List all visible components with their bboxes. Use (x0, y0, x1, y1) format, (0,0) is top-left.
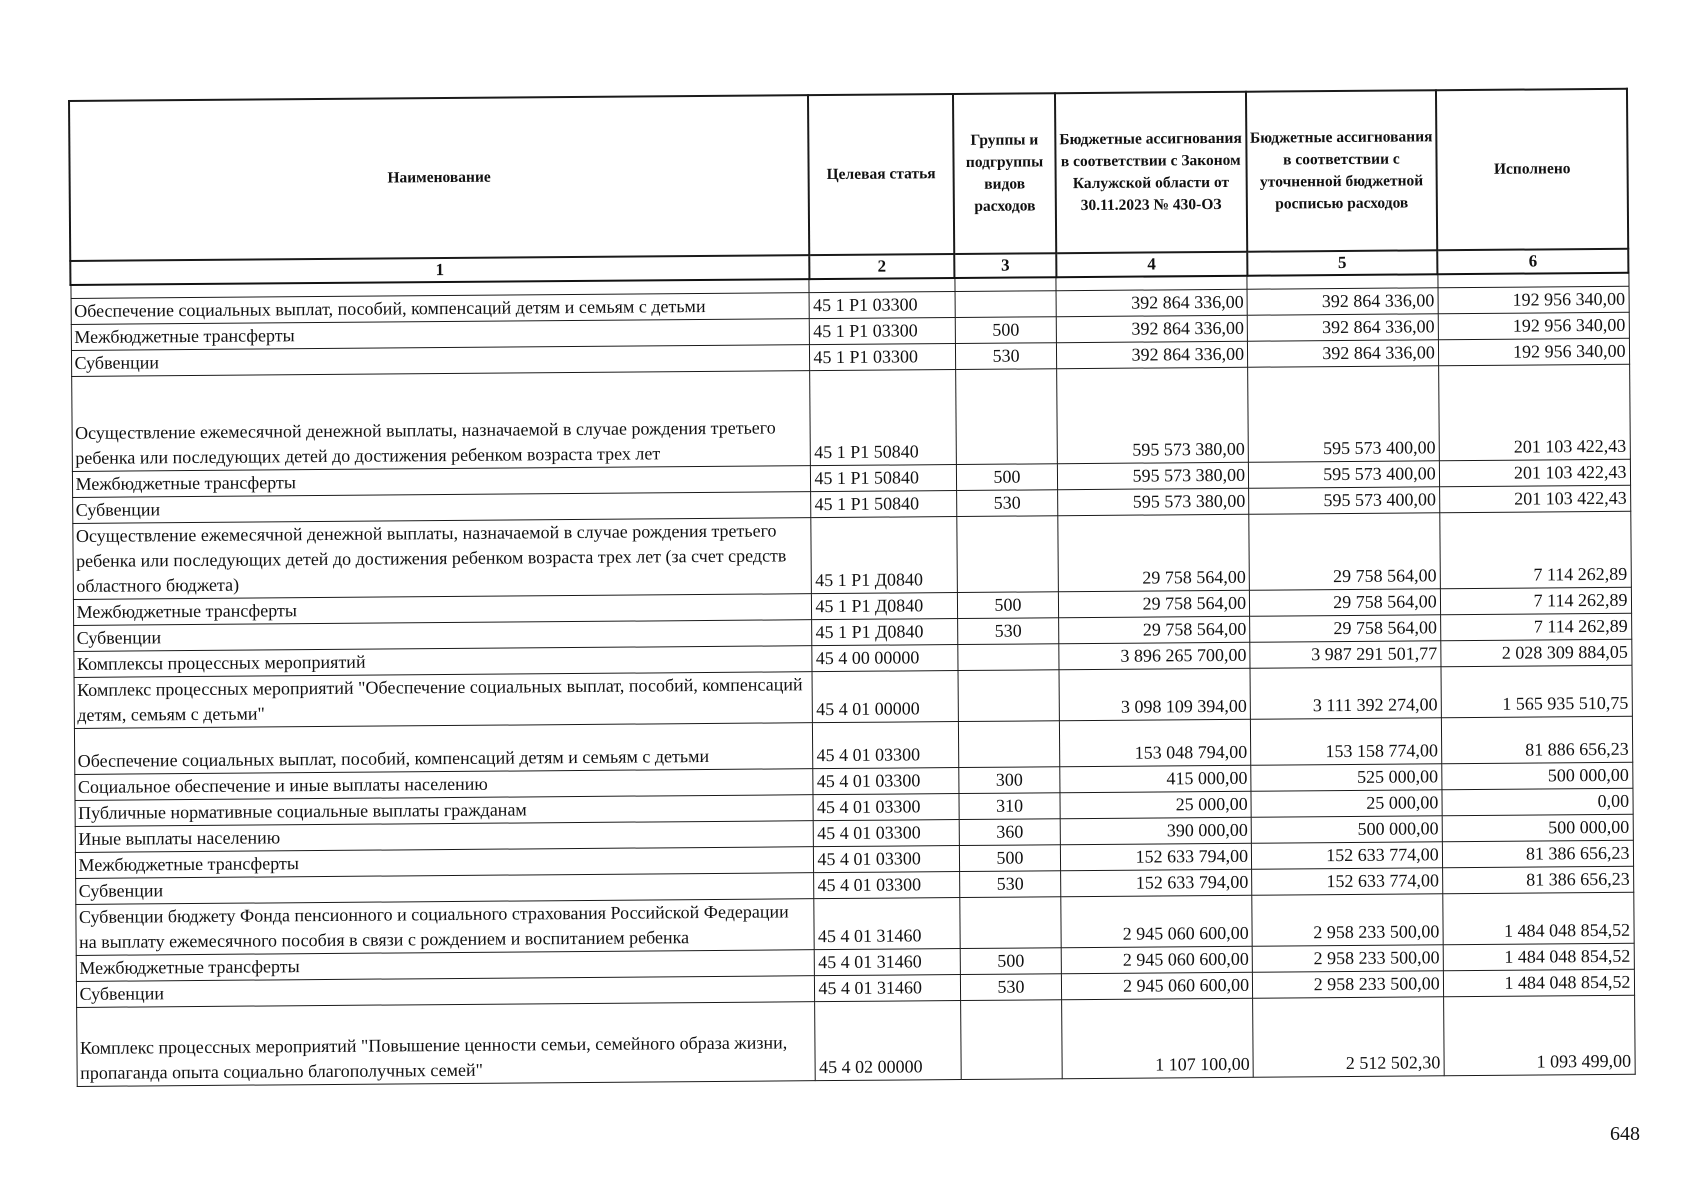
row-name: Субвенции (75, 873, 814, 905)
row-expense-group: 300 (958, 767, 1060, 794)
row-law-allocation: 3 896 265 700,00 (1059, 642, 1250, 669)
row-target-article: 45 1 P1 03300 (809, 292, 954, 319)
row-refined-allocation: 153 158 774,00 (1250, 718, 1441, 765)
row-name: Обеспечение социальных выплат, пособий, компенсаций детям и семьям с детьми (74, 723, 813, 775)
column-number: 2 (809, 254, 954, 279)
row-executed: 201 103 422,43 (1438, 364, 1629, 460)
row-executed: 500 000,00 (1442, 762, 1633, 789)
row-law-allocation: 153 048 794,00 (1060, 719, 1251, 766)
row-law-allocation: 392 864 336,00 (1057, 341, 1248, 368)
row-law-allocation: 3 098 109 394,00 (1059, 668, 1250, 720)
row-refined-allocation: 525 000,00 (1251, 764, 1442, 791)
row-expense-group (958, 721, 1060, 768)
row-executed: 500 000,00 (1442, 814, 1633, 841)
row-name: Межбюджетные трансферты (72, 466, 811, 498)
row-target-article: 45 1 P1 50840 (810, 370, 956, 466)
row-name: Комплекс процессных мероприятий "Повышение ценности семьи, семейного образа жизни, пропаганда опыта социально благополучных семей" (76, 1002, 816, 1087)
row-refined-allocation: 595 573 400,00 (1248, 461, 1439, 488)
row-target-article: 45 4 01 31460 (814, 898, 960, 950)
row-target-article: 45 4 01 03300 (814, 846, 959, 873)
row-target-article: 45 1 P1 Д0840 (812, 619, 957, 646)
row-target-article: 45 1 P1 Д0840 (811, 517, 957, 594)
row-expense-group: 500 (960, 948, 1062, 975)
row-expense-group: 530 (956, 490, 1058, 517)
row-target-article: 45 1 P1 50840 (811, 465, 956, 492)
row-law-allocation: 1 107 100,00 (1062, 998, 1253, 1078)
row-refined-allocation: 29 758 564,00 (1249, 513, 1440, 590)
row-law-allocation: 25 000,00 (1060, 791, 1251, 818)
row-target-article: 45 4 01 03300 (814, 820, 959, 847)
header-expense-group: Группы и подгруппы видов расходов (953, 93, 1056, 254)
row-expense-group: 310 (959, 793, 1061, 820)
header-refined-allocations: Бюджетные ассигнования в соответствии с уточненной бюджетной росписью расходов (1246, 90, 1438, 251)
row-refined-allocation: 392 864 336,00 (1248, 340, 1439, 367)
row-law-allocation: 595 573 380,00 (1057, 367, 1248, 463)
row-name: Социальное обеспечение и иные выплаты населению (74, 769, 813, 801)
row-executed: 192 956 340,00 (1438, 286, 1629, 313)
row-name: Осуществление ежемесячной денежной выплаты, назначаемой в случае рождения третьего ребенка или последующих детей до достижения ребенком возраста трех лет (за счет средств областного бюджета) (72, 518, 811, 600)
budget-sheet (68, 88, 1636, 1087)
row-target-article: 45 4 00 00000 (812, 645, 957, 672)
column-number: 4 (1056, 252, 1247, 277)
row-executed: 1 093 499,00 (1443, 995, 1634, 1075)
row-refined-allocation: 25 000,00 (1251, 790, 1442, 817)
row-target-article: 45 1 P1 03300 (810, 344, 955, 371)
row-law-allocation: 152 633 794,00 (1061, 843, 1252, 870)
row-law-allocation: 29 758 564,00 (1059, 590, 1250, 617)
row-expense-group: 500 (959, 845, 1061, 872)
row-expense-group (956, 516, 1058, 593)
row-law-allocation: 2 945 060 600,00 (1062, 972, 1253, 999)
row-target-article: 45 1 P1 Д0840 (812, 593, 957, 620)
row-executed: 2 028 309 884,05 (1441, 639, 1632, 666)
row-name: Субвенции (71, 345, 810, 377)
header-law-allocations: Бюджетные ассигнования в соответствии с Законом Калужской области от 30.11.2023 № 430-ОЗ (1055, 92, 1247, 253)
row-refined-allocation: 595 573 400,00 (1249, 487, 1440, 514)
row-name: Межбюджетные трансферты (73, 594, 812, 626)
row-name: Межбюджетные трансферты (75, 847, 814, 879)
row-refined-allocation: 595 573 400,00 (1248, 366, 1439, 462)
row-refined-allocation: 29 758 564,00 (1249, 589, 1440, 616)
row-expense-group (959, 897, 1061, 949)
row-executed: 81 386 656,23 (1442, 840, 1633, 867)
row-expense-group (957, 644, 1059, 671)
row-executed: 1 565 935 510,75 (1441, 665, 1632, 717)
row-law-allocation: 2 945 060 600,00 (1062, 946, 1253, 973)
row-expense-group: 530 (959, 871, 1061, 898)
row-executed: 7 114 262,89 (1440, 613, 1631, 640)
row-name: Субвенции (76, 976, 815, 1008)
header-name: Наименование (69, 95, 809, 261)
header-executed: Исполнено (1436, 89, 1628, 250)
table-row (72, 511, 1631, 599)
row-name: Публичные нормативные социальные выплаты гражданам (75, 795, 814, 827)
row-executed: 1 484 048 854,52 (1443, 969, 1634, 996)
row-expense-group: 530 (960, 974, 1062, 1001)
row-target-article: 45 4 01 03300 (813, 768, 958, 795)
row-expense-group: 500 (957, 592, 1059, 619)
row-law-allocation: 595 573 380,00 (1058, 462, 1249, 489)
row-refined-allocation: 152 633 774,00 (1252, 868, 1443, 895)
row-expense-group: 360 (959, 819, 1061, 846)
row-expense-group (955, 291, 1057, 318)
column-number: 1 (70, 255, 809, 285)
row-target-article: 45 4 01 31460 (815, 975, 960, 1002)
row-law-allocation: 595 573 380,00 (1058, 488, 1249, 515)
row-law-allocation: 392 864 336,00 (1056, 289, 1247, 316)
row-name: Субвенции (73, 620, 812, 652)
row-executed: 7 114 262,89 (1440, 587, 1631, 614)
row-target-article: 45 4 01 03300 (813, 722, 959, 769)
row-executed: 201 103 422,43 (1439, 485, 1630, 512)
row-executed: 1 484 048 854,52 (1443, 943, 1634, 970)
row-law-allocation: 392 864 336,00 (1057, 315, 1248, 342)
row-expense-group (960, 1000, 1062, 1080)
row-name: Иные выплаты населению (75, 821, 814, 853)
row-executed: 1 484 048 854,52 (1443, 892, 1634, 944)
column-number: 5 (1247, 250, 1438, 275)
row-refined-allocation: 392 864 336,00 (1247, 314, 1438, 341)
row-executed: 81 386 656,23 (1442, 866, 1633, 893)
header-target-article: Целевая статья (808, 94, 954, 255)
page-number: 648 (1610, 1123, 1640, 1145)
row-name: Комплексы процессных мероприятий (73, 646, 812, 678)
row-refined-allocation: 29 758 564,00 (1250, 615, 1441, 642)
row-executed: 192 956 340,00 (1438, 338, 1629, 365)
row-target-article: 45 4 01 31460 (815, 949, 960, 976)
table-row (76, 995, 1635, 1086)
row-expense-group: 500 (955, 317, 1057, 344)
row-law-allocation: 2 945 060 600,00 (1061, 895, 1252, 947)
row-executed: 192 956 340,00 (1438, 312, 1629, 339)
row-executed: 0,00 (1442, 788, 1633, 815)
column-number: 6 (1437, 249, 1628, 274)
row-law-allocation: 29 758 564,00 (1058, 514, 1249, 591)
row-target-article: 45 4 01 00000 (812, 671, 958, 723)
row-law-allocation: 415 000,00 (1060, 765, 1251, 792)
budget-table (68, 88, 1636, 1087)
row-law-allocation: 29 758 564,00 (1059, 616, 1250, 643)
table-row (71, 364, 1630, 471)
row-refined-allocation: 152 633 774,00 (1251, 842, 1442, 869)
row-target-article: 45 1 P1 50840 (811, 491, 956, 518)
row-refined-allocation: 392 864 336,00 (1247, 288, 1438, 315)
row-name: Субвенции (72, 492, 811, 524)
row-target-article: 45 4 02 00000 (815, 1001, 961, 1081)
row-name: Межбюджетные трансферты (71, 319, 810, 351)
row-target-article: 45 4 01 03300 (814, 872, 959, 899)
row-expense-group: 500 (956, 464, 1058, 491)
row-target-article: 45 1 P1 03300 (810, 318, 955, 345)
row-executed: 7 114 262,89 (1440, 511, 1631, 588)
table-header (69, 89, 1628, 285)
row-executed: 81 886 656,23 (1441, 716, 1632, 763)
row-name: Обеспечение социальных выплат, пособий, компенсаций детям и семьям с детьми (71, 293, 810, 325)
row-refined-allocation: 3 987 291 501,77 (1250, 641, 1441, 668)
row-refined-allocation: 2 958 233 500,00 (1252, 894, 1443, 946)
row-refined-allocation: 3 111 392 274,00 (1250, 667, 1441, 719)
row-law-allocation: 152 633 794,00 (1061, 869, 1252, 896)
row-expense-group (958, 670, 1060, 722)
row-name: Комплекс процессных мероприятий "Обеспечение социальных выплат, пособий, компенсаций детям, семьям с детьми" (74, 672, 813, 729)
row-name: Субвенции бюджету Фонда пенсионного и социального страхования Российской Федерации на выплату ежемесячного пособия в связи с рождением и воспитанием ребенка (75, 899, 814, 956)
row-refined-allocation: 2 958 233 500,00 (1252, 971, 1443, 998)
row-expense-group: 530 (957, 618, 1059, 645)
row-law-allocation: 390 000,00 (1061, 817, 1252, 844)
row-refined-allocation: 2 512 502,30 (1253, 997, 1444, 1077)
row-executed: 201 103 422,43 (1439, 459, 1630, 486)
table-body (70, 273, 1634, 1087)
row-name: Межбюджетные трансферты (76, 950, 815, 982)
row-target-article: 45 4 01 03300 (813, 794, 958, 821)
row-expense-group (955, 369, 1058, 465)
column-number: 3 (954, 253, 1056, 278)
row-expense-group: 530 (955, 343, 1057, 370)
row-name: Осуществление ежемесячной денежной выплаты, назначаемой в случае рождения третьего ребенка или последующих детей до достижения ребенком возраста трех лет (71, 371, 811, 472)
row-refined-allocation: 500 000,00 (1251, 816, 1442, 843)
row-refined-allocation: 2 958 233 500,00 (1252, 945, 1443, 972)
